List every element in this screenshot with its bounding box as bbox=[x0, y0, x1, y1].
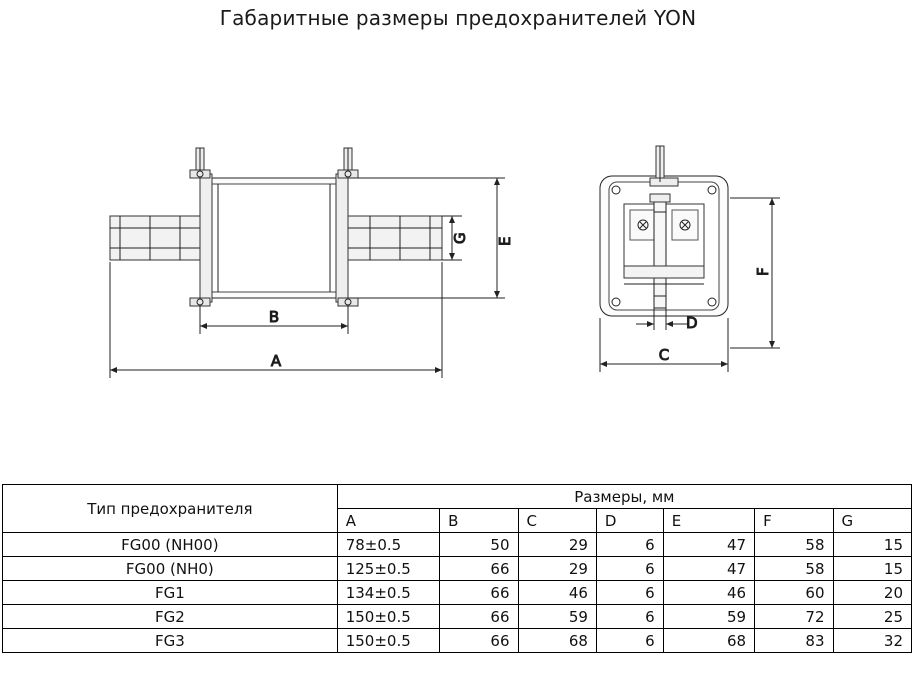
dim-label-F: F bbox=[754, 267, 772, 276]
side-view-group bbox=[110, 148, 442, 306]
cell-A: 78±0.5 bbox=[337, 533, 439, 557]
dim-label-E: E bbox=[496, 236, 514, 246]
cell-G: 25 bbox=[833, 605, 912, 629]
cell-A: 150±0.5 bbox=[337, 605, 439, 629]
dim-label-G: G bbox=[451, 232, 469, 244]
cell-C: 68 bbox=[518, 629, 596, 653]
table-row bbox=[3, 557, 912, 581]
cell-C: 46 bbox=[518, 581, 596, 605]
table-header-row-1 bbox=[3, 485, 912, 509]
cell-type: FG00 (NH0) bbox=[3, 557, 338, 581]
dim-label-D: D bbox=[686, 314, 698, 332]
cell-B: 66 bbox=[440, 629, 518, 653]
cell-D: 6 bbox=[596, 557, 663, 581]
cell-E: 47 bbox=[663, 557, 754, 581]
cell-F: 72 bbox=[755, 605, 833, 629]
dimensions-table bbox=[2, 484, 912, 653]
cell-F: 58 bbox=[755, 557, 833, 581]
cell-type: FG1 bbox=[3, 581, 338, 605]
header-type: Тип предохранителя bbox=[3, 485, 338, 533]
cell-type: FG2 bbox=[3, 605, 338, 629]
table-row bbox=[3, 581, 912, 605]
header-col-C: C bbox=[518, 509, 596, 533]
cell-G: 32 bbox=[833, 629, 912, 653]
cell-A: 150±0.5 bbox=[337, 629, 439, 653]
cell-C: 29 bbox=[518, 533, 596, 557]
cell-D: 6 bbox=[596, 605, 663, 629]
front-view-group bbox=[600, 146, 728, 316]
cell-G: 20 bbox=[833, 581, 912, 605]
cell-B: 66 bbox=[440, 557, 518, 581]
cell-F: 60 bbox=[755, 581, 833, 605]
cell-D: 6 bbox=[596, 533, 663, 557]
cell-G: 15 bbox=[833, 533, 912, 557]
cell-C: 59 bbox=[518, 605, 596, 629]
cell-C: 29 bbox=[518, 557, 596, 581]
cell-F: 58 bbox=[755, 533, 833, 557]
drawing-svg bbox=[0, 48, 916, 478]
cell-D: 6 bbox=[596, 581, 663, 605]
fuse-dimension-drawing bbox=[0, 48, 916, 478]
header-col-D: D bbox=[596, 509, 663, 533]
cell-B: 66 bbox=[440, 581, 518, 605]
cell-E: 46 bbox=[663, 581, 754, 605]
dim-label-C: C bbox=[658, 346, 670, 364]
cell-D: 6 bbox=[596, 629, 663, 653]
header-col-F: F bbox=[755, 509, 833, 533]
header-sizes: Размеры, мм bbox=[337, 485, 911, 509]
page-title: Габаритные размеры предохранителей YON bbox=[219, 6, 697, 30]
cell-E: 68 bbox=[663, 629, 754, 653]
cell-A: 125±0.5 bbox=[337, 557, 439, 581]
dim-label-A: A bbox=[270, 352, 282, 370]
cell-E: 47 bbox=[663, 533, 754, 557]
table-row bbox=[3, 629, 912, 653]
cell-type: FG00 (NH00) bbox=[3, 533, 338, 557]
cell-F: 83 bbox=[755, 629, 833, 653]
header-col-B: B bbox=[440, 509, 518, 533]
cell-B: 66 bbox=[440, 605, 518, 629]
header-col-A: A bbox=[337, 509, 439, 533]
cell-G: 15 bbox=[833, 557, 912, 581]
cell-type: FG3 bbox=[3, 629, 338, 653]
table-row bbox=[3, 533, 912, 557]
cell-A: 134±0.5 bbox=[337, 581, 439, 605]
cell-B: 50 bbox=[440, 533, 518, 557]
dim-label-B: B bbox=[268, 308, 280, 326]
header-col-E: E bbox=[663, 509, 754, 533]
header-col-G: G bbox=[833, 509, 912, 533]
table-row bbox=[3, 605, 912, 629]
cell-E: 59 bbox=[663, 605, 754, 629]
